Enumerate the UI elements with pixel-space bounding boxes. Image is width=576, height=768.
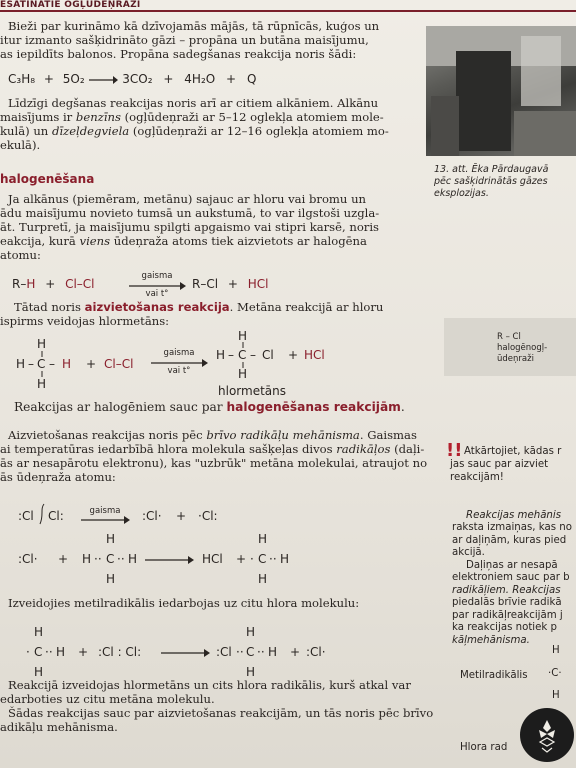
side-def-line: raksta izmaiņas, kas no [452, 522, 572, 533]
product-chlorine: Cl [262, 348, 274, 362]
electron-pair: ·· [94, 552, 102, 566]
side-note-box [444, 318, 576, 376]
side-def-line: Reakcijas mehānis [466, 510, 562, 521]
radical-h-top: H [258, 532, 268, 546]
heat-q: Q [246, 72, 257, 86]
side-label-metilradikalis: Metilradikālis [460, 670, 528, 681]
p6-line-1: Aizvietošanas reakcijas noris pēc brīvo radikāļu mehānisma. Gaismas [8, 428, 417, 442]
side-h-bottom: H [552, 690, 560, 701]
caption-line: pēc sašķidrinātās gāzes [434, 176, 548, 187]
methane-h-top: H [37, 337, 47, 351]
side-label-hlora: Hlora rad [460, 742, 508, 753]
chlorine-molecule: :Cl : Cl: [98, 645, 142, 659]
p8-line-1: Reakcijā izveidojas hlormetāns un cits hlora radikālis, kurš atkal var [8, 678, 411, 692]
chlorine-right: Cl: [48, 509, 64, 523]
p5-line: Reakcijas ar halogēniem sauc par halogenēšanas reakcijām. [14, 400, 405, 414]
product-chlorine: :Cl [216, 645, 232, 659]
propane-formula: C₃H₈ [8, 72, 36, 86]
plus-sign: + [58, 552, 69, 566]
p7-line: Izveidojies metilradikālis iedarbojas uz citu hlora molekulu: [8, 596, 360, 610]
bond-dash: – [228, 348, 234, 362]
electron-pair: ·· [257, 645, 265, 659]
chlorine-left: :Cl [18, 509, 34, 523]
electron-pair: ·· [117, 552, 125, 566]
methane-h-left: H [82, 552, 92, 566]
oxygen-formula: 5O₂ [62, 72, 85, 86]
product-h-bottom: H [238, 367, 248, 381]
p2-line-2: maisījums ir benzīns (ogļūdeņraži ar 5–12 oglekļa atomiem mole- [0, 110, 384, 124]
plus-sign: + [45, 277, 56, 291]
electron-pair: ·· [269, 552, 277, 566]
methane-h-bottom: H [37, 377, 47, 391]
p4-line-1: Tātad noris aizvietošanas reakcija. Metāna reakcijā ar hloru [14, 300, 384, 314]
methyl-h-bottom: H [34, 665, 44, 679]
side-question-line-1: Atkārtojiet, kādas r [464, 446, 562, 457]
side-box-line: ūdeņraži [497, 354, 534, 364]
plus-sign: + [288, 348, 299, 362]
p6-line-4: ās ūdeņraža atomu: [0, 470, 116, 484]
methane-h-left: H [16, 357, 26, 371]
exclamation-icon: !! [446, 440, 463, 461]
bond-dash: – [250, 348, 256, 362]
side-question-line-2: jas sauc par aizviet [450, 459, 549, 470]
product-h-top: H [238, 329, 248, 343]
condition-bottom: vai t° [145, 289, 169, 299]
bond-dash: – [49, 357, 55, 371]
product-h-bottom: H [246, 665, 256, 679]
product-h-left: H [216, 348, 226, 362]
bond-dash: – [28, 357, 34, 371]
methane-h-right: H [62, 357, 72, 371]
methane-h-top: H [106, 532, 116, 546]
vertical-bonds [241, 342, 245, 368]
co2-formula: 3CO₂ [122, 72, 153, 86]
building-explosion-photo [426, 26, 576, 156]
side-h-top: H [552, 645, 560, 656]
p3-line-1: Ja alkānus (piemēram, metānu) sajauc ar hloru vai bromu un [8, 192, 367, 206]
methyl-h-right: H [56, 645, 66, 659]
methane-carbon: C [37, 357, 46, 371]
p3-line-3: āt. Turpretī, ja maisījumu spilgti apgaismo vai stipri karsē, noris [0, 220, 379, 234]
p3-line-4: eakcija, kurā viens ūdeņraža atoms tiek aizvietots ar halogēna [0, 234, 367, 248]
p8-line-3: Šādas reakcijas sauc par aizvietošanas reakcijām, un tās noris pēc brīvo [8, 706, 434, 720]
header-rule [0, 10, 576, 12]
product-h-right: H [268, 645, 278, 659]
hydrogen-chloride: HCl [304, 348, 325, 362]
running-header: ESĀTINĀTIE OGĻŪDEŅRAŽI [0, 0, 141, 10]
plus-sign: + [86, 357, 97, 371]
side-def-line: kāļmehānisma. [452, 635, 530, 646]
side-def-line: piedalās brīvie radikā [452, 597, 562, 608]
electron-pair: ·· [236, 645, 244, 659]
chlorine-molecule: Cl–Cl [65, 277, 95, 291]
general-products [192, 277, 269, 291]
term-radikalos: radikāļos [336, 442, 391, 456]
p4-line-2: ispirms veidojas hlormetāns: [0, 314, 170, 328]
reaction-arrow-icon [80, 516, 130, 524]
plus-sign: + [43, 72, 54, 86]
p8-line-4: adikāļu mehānisma. [0, 720, 118, 734]
p2-line-4: ekulā). [0, 138, 41, 152]
p2-line-3: kulā) un dīzeļdegviela (ogļūdeņraži ar 12–16 oglekļa atomiem mo- [0, 124, 389, 138]
radical-h-right: H [280, 552, 290, 566]
p3-line-2: ādu maisījumu novieto tumsā un aukstumā, to var ilgstoši uzgla- [0, 206, 380, 220]
plus-sign: + [226, 72, 237, 86]
radical-carbon: C [258, 552, 267, 566]
term-viens: viens [79, 234, 111, 248]
plus-sign: + [290, 645, 301, 659]
product-carbon: C [246, 645, 255, 659]
term-dizeldegviela: dīzeļdegviela [51, 124, 130, 138]
plus-sign: + [163, 72, 174, 86]
methane-carbon: C [106, 552, 115, 566]
side-def-line: radikāļiem. Reakcijas [452, 585, 561, 596]
term-brivo-radikalu-mehanisma: brīvo radikāļu mehānisma [206, 428, 360, 442]
condition-bottom: vai t° [167, 366, 191, 376]
p1-line-3: as iepildīts balonos. Propāna sadegšanas reakcija noris šādi: [0, 47, 357, 61]
side-box-line: halogēnogļ- [497, 343, 548, 353]
electron-dot: · [26, 645, 30, 659]
plus-sign: + [236, 552, 247, 566]
chlorine-molecule: Cl–Cl [104, 357, 134, 371]
p6-line-2: ai temperatūras iedarbībā hlora molekula sašķeļas divos radikāļos (daļi- [0, 442, 425, 456]
methane-h-bottom: H [106, 572, 116, 586]
methyl-carbon: C [34, 645, 43, 659]
side-box-line: R – Cl [497, 332, 521, 342]
product-carbon: C [238, 348, 247, 362]
methane-h-right: H [128, 552, 138, 566]
electron-dot: · [250, 552, 254, 566]
chlorine-radical: :Cl· [142, 509, 162, 523]
watermark-logo-icon [520, 708, 574, 762]
term-halogenesanas-reakcijam: halogenēšanas reakcijām [226, 400, 401, 414]
side-question-line-3: reakcijām! [450, 472, 504, 483]
chlorine-radical: :Cl· [18, 552, 38, 566]
side-carbon: ·C· [548, 668, 562, 679]
p2-line-1: Līdzīgi degšanas reakcijas noris arī ar citiem alkāniem. Alkānu [8, 96, 379, 110]
plus-sign: + [176, 509, 187, 523]
reaction-arrow-icon [88, 75, 118, 85]
caption-line: 13. att. Ēka Pārdaugavā [434, 164, 549, 175]
side-def-line: elektroniem sauc par b [452, 572, 570, 583]
p1-line-1: Bieži par kurināmo kā dzīvojamās mājās, tā rūpnīcās, kuģos un [8, 19, 380, 33]
side-def-line: ar daļiņām, kuras pied [452, 535, 567, 546]
bond-dash: – [20, 277, 27, 291]
r-group: R [12, 277, 21, 291]
bond-split-icon [38, 503, 46, 525]
caption-line: eksplozijas. [434, 188, 489, 199]
section-title: halogenēšana [0, 172, 95, 186]
p3-line-5: atomu: [0, 248, 41, 262]
alkyl-chloride: R–Cl [192, 277, 219, 291]
side-def-line: ka reakcijas notiek p [452, 622, 558, 633]
chlorine-radical: :Cl· [306, 645, 326, 659]
p1-line-2: itur izmanto sašķidrināto gāzi – propāna un butāna maisījumu, [0, 33, 369, 47]
vertical-bonds [40, 351, 44, 377]
p8-line-2: edarboties uz citu metāna molekulu. [0, 692, 215, 706]
figure-caption [434, 164, 574, 200]
side-def-line: par radikāļreakcijām j [452, 610, 563, 621]
term-benzins: benzīns [75, 110, 121, 124]
general-substitution-equation [12, 277, 95, 291]
side-def-line: Daļiņas ar nesapā [466, 560, 558, 571]
product-label-hlormetans: hlormetāns [218, 384, 286, 398]
condition-light: gaisma [89, 506, 121, 516]
methyl-h-top: H [34, 625, 44, 639]
term-aizvietosanas-reakcija: aizvietošanas reakcija [84, 300, 230, 314]
hydrogen-atom: H [26, 277, 36, 291]
reaction-arrow-icon [144, 556, 194, 564]
water-formula: 4H₂O [184, 72, 216, 86]
hydrogen-chloride: HCl [247, 277, 269, 291]
side-def-line: akcijā. [452, 547, 485, 558]
plus-sign: + [227, 277, 238, 291]
product-h-top: H [246, 625, 256, 639]
reaction-arrow-icon [160, 649, 210, 657]
condition-top: gaisma [141, 271, 173, 281]
plus-sign: + [78, 645, 89, 659]
chlorine-radical: ·Cl: [198, 509, 218, 523]
condition-top: gaisma [163, 348, 195, 358]
combustion-equation [8, 72, 256, 86]
radical-h-bottom: H [258, 572, 268, 586]
hydrogen-chloride: HCl [202, 552, 223, 566]
electron-pair: ·· [45, 645, 53, 659]
p6-line-3: ās ar nesapārotu elektronu), kas "uzbrūk" metāna molekulai, atraujot no [0, 456, 428, 470]
